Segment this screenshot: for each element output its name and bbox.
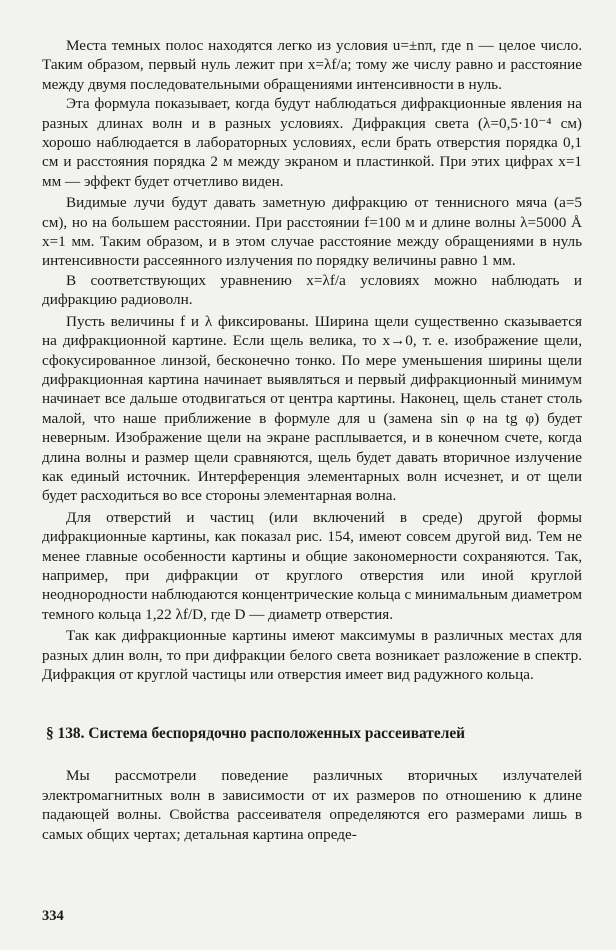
page-number: 334	[42, 908, 64, 924]
paragraph-tennis-ball: Видимые лучи будут давать заметную дифракцию от теннисного мяча (a=5 см), но на большем расстоянии. При расстоянии f=100 м и длине волны λ=5000 Å x=1 мм. Таким образом, и в этом случае расстояние между обращениями в нуль интенсивности рассеянного излучения по порядку величины равно 1 мм.	[42, 194, 582, 270]
section-heading: § 138. Система беспорядочно расположенных рассеивателей	[46, 725, 466, 743]
paragraph-formula-conditions: Эта формула показывает, когда будут наблюдаться дифракционные явления на разных длинах волн и в разных условиях. Дифракция света (λ=0,5·10⁻⁴ см) хорошо наблюдается в лабораторных условиях, если брать отверстия порядка 0,1 см и расстояния порядка 2 м между экраном и пластинкой. При этих цифрах x=1 мм — эффект будет отчетливо виден.	[42, 95, 582, 190]
paragraph-other-shapes: Для отверстий и частиц (или включений в среде) другой формы дифракционные картины, как показал рис. 154, имеют совсем другой вид. Тем не менее главные особенности картины и общие закономерности сохраняются. Так, например, при дифракции от круглого отверстия или иной круглой неоднородности наблюдаются концентрические кольца с минимальным диаметром темного кольца 1,22 λf/D, где D — диаметр отверстия.	[42, 508, 582, 623]
paragraph-white-light: Так как дифракционные картины имеют максимумы в различных местах для разных длин волн, то при дифракции белого света возникает разложение в спектр. Дифракция от круглой частицы или отверстия имеет вид радужного кольца.	[42, 627, 582, 683]
page-body	[42, 36, 582, 844]
paragraph-slit-width: Пусть величины f и λ фиксированы. Ширина щели существенно сказывается на дифракционной картине. Если щель велика, то x→0, т. е. изображение щели, сфокусированное линзой, бесконечно тонко. По мере уменьшения ширины щели дифракционная картина начинает выявляться и первый дифракционный минимум начинает все дальше отодвигаться от центра картины. Наконец, щель станет столь малой, что наше приближение в формуле для u (замена sin φ на tg φ) будет неверным. Изображение щели на экране расплывается, и в конечном счете, когда длина волны и размер щели сравняются, щель будет давать вторичное излучение как единый источник. Интерференция элементарных волн исчезнет, и от щели будет расходиться во все стороны элементарная волна.	[42, 312, 582, 505]
paragraph-section-intro: Мы рассмотрели поведение различных вторичных излучателей электромагнитных волн в зависимости от их размеров по отношению к длине падающей волны. Свойства рассеивателя определяются его размерами лишь в самых общих чертах; детальная картина опреде-	[42, 767, 582, 843]
paragraph-dark-bands: Места темных полос находятся легко из условия u=±nπ, где n — целое число. Таким образом, первый нуль лежит при x=λf/a; тому же числу равно и расстояние между двумя последовательными обращениями интенсивности в нуль.	[42, 37, 582, 93]
paragraph-radio-waves: В соответствующих уравнению x=λf/a условиях можно наблюдать и дифракцию радиоволн.	[42, 271, 582, 309]
